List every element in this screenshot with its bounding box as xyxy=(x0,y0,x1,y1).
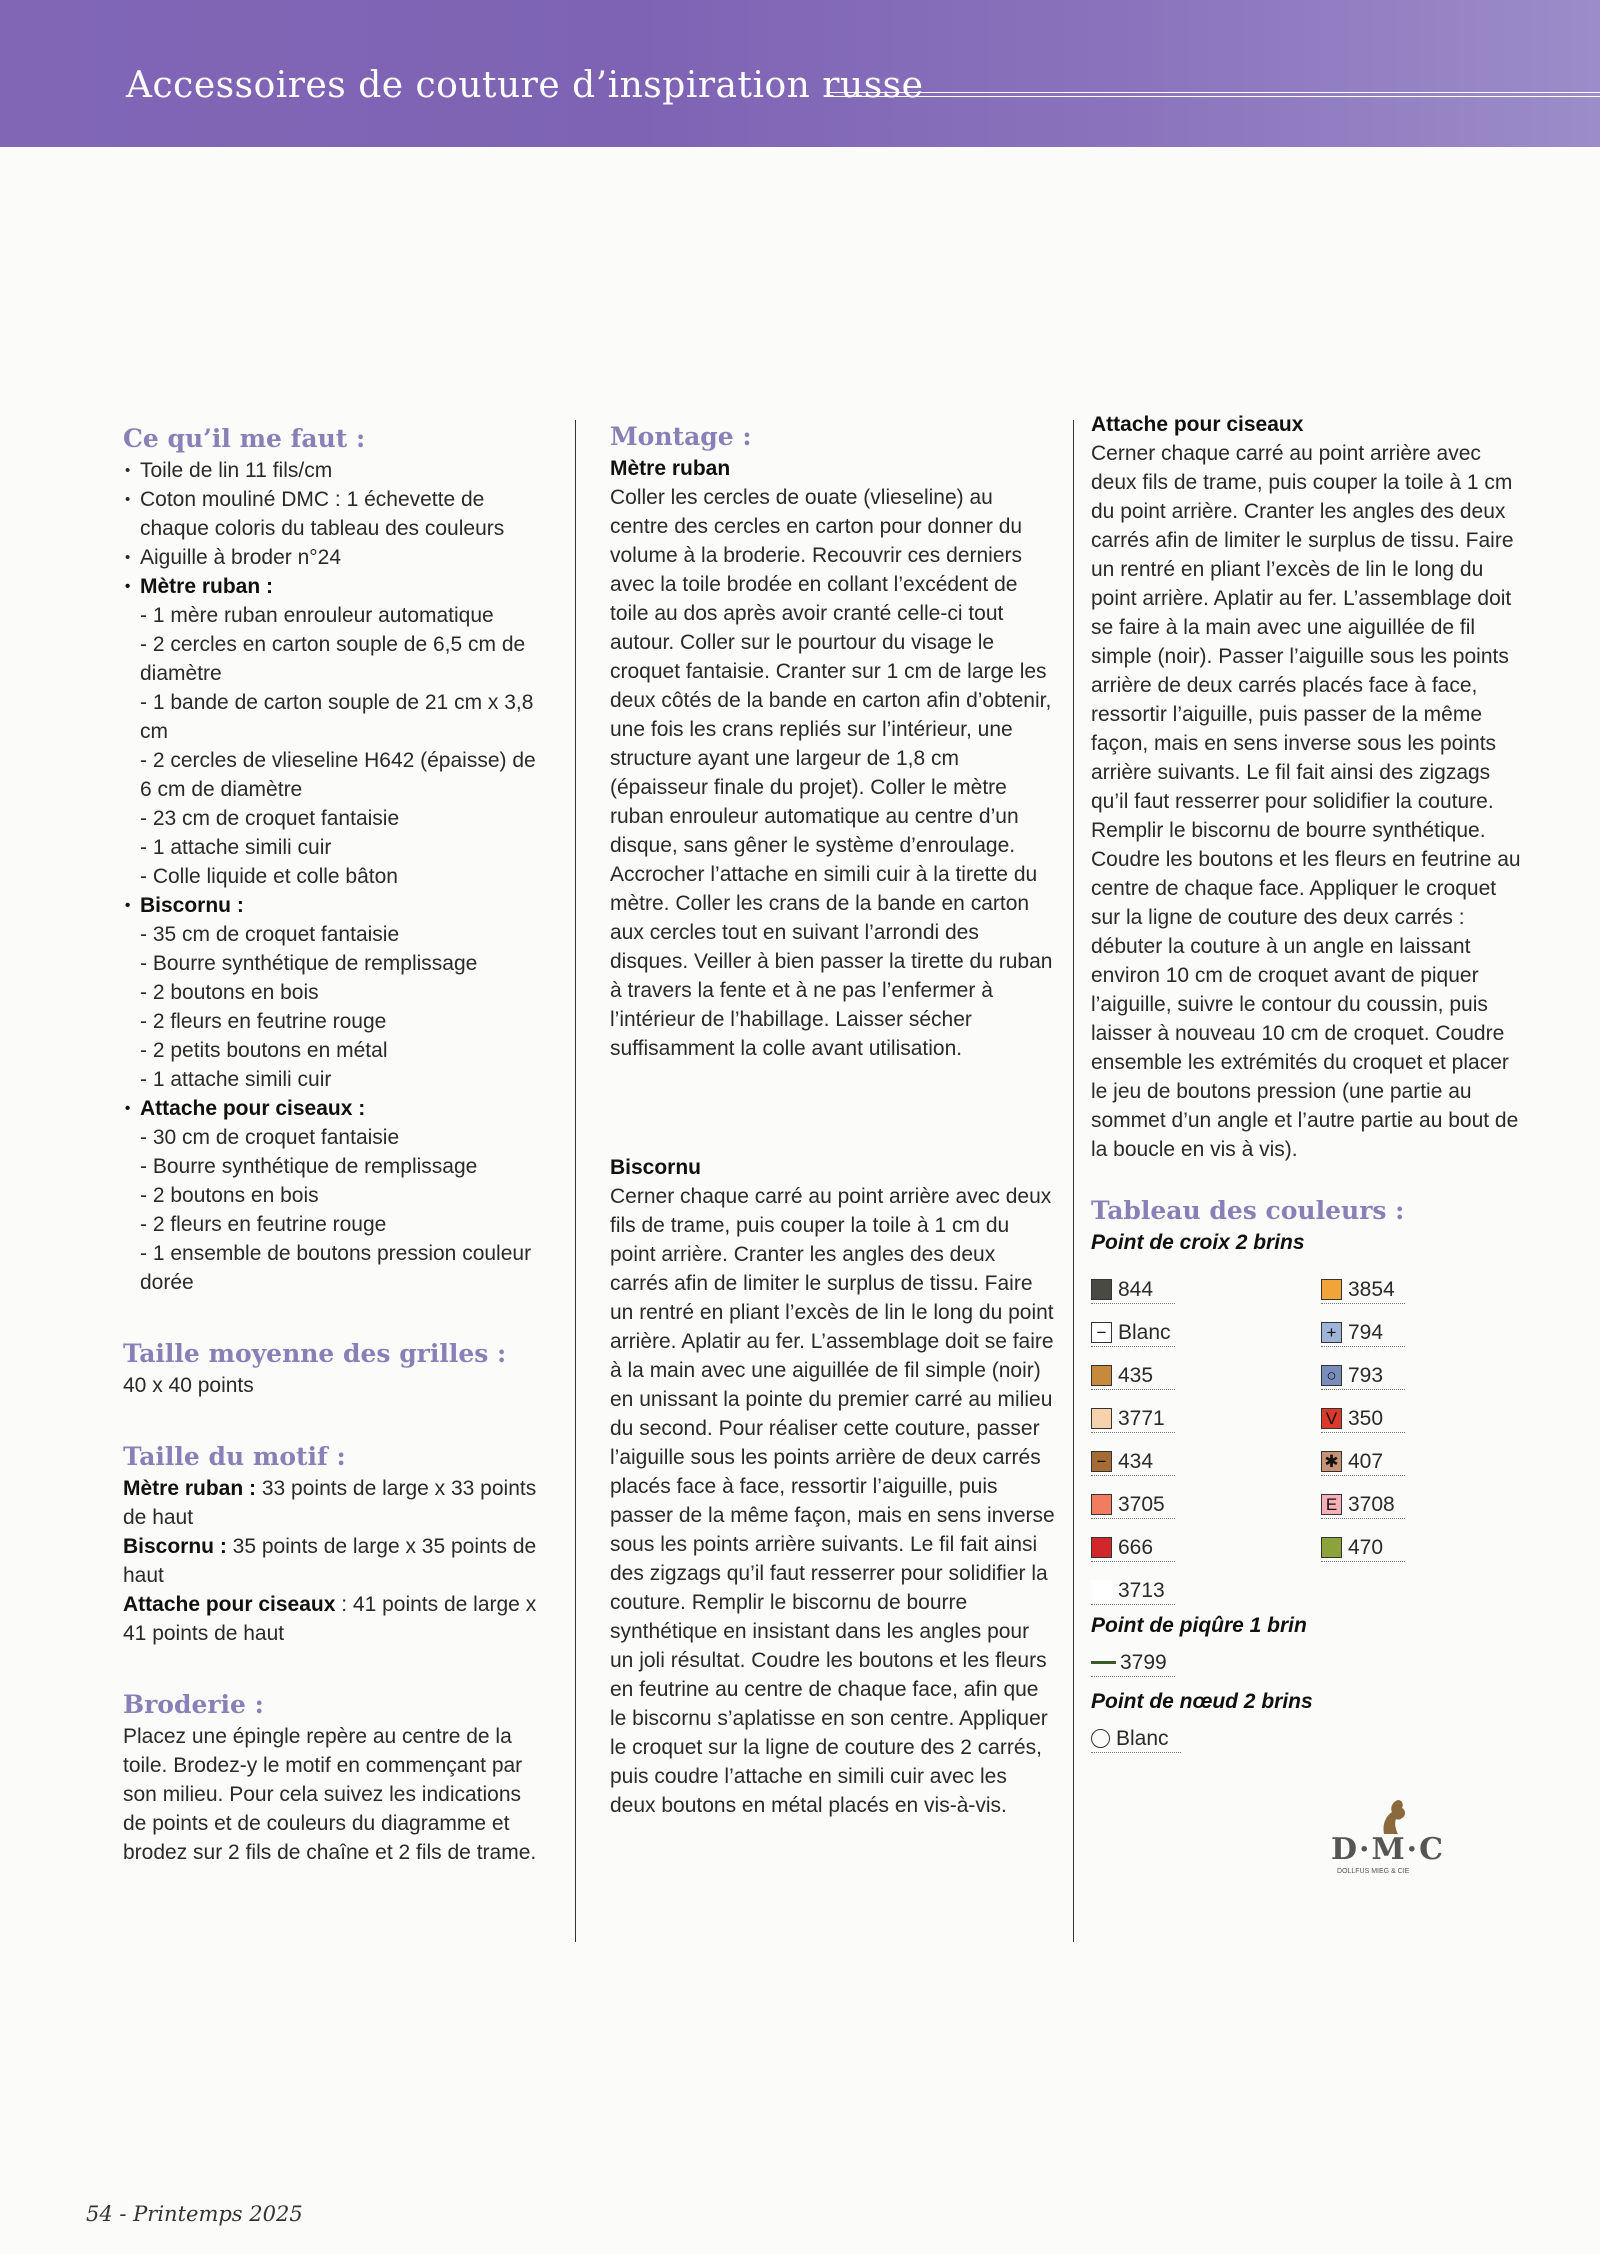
knot-circle-icon xyxy=(1091,1729,1110,1748)
swatch-square xyxy=(1091,1580,1112,1601)
column-montage xyxy=(610,420,1056,1820)
grid-size-value: 40 x 40 points xyxy=(123,1374,254,1397)
page-footer: 54 - Printemps 2025 xyxy=(86,2202,303,2226)
attache-heading: Attache pour ciseaux xyxy=(1091,413,1304,436)
backstitch-swatch: 3799 xyxy=(1091,1648,1175,1677)
list-item: - 1 bande de carton souple de 21 cm x 3,8 cm xyxy=(140,691,534,743)
color-swatch: ✱ 407 xyxy=(1321,1447,1405,1476)
swatch-square xyxy=(1091,1279,1112,1300)
color-table-heading: Tableau des couleurs : xyxy=(1091,1196,1405,1225)
swatch-square xyxy=(1321,1537,1342,1558)
color-swatch: 435 xyxy=(1091,1361,1175,1390)
color-swatch: V 350 xyxy=(1321,1404,1405,1433)
swatch-square xyxy=(1091,1494,1112,1515)
metre-list xyxy=(123,601,543,891)
swatch-square xyxy=(1091,1537,1112,1558)
swatch-square xyxy=(1321,1279,1342,1300)
biscornu-text: Cerner chaque carré au point arrière avec deux fils de trame, puis couper la toile à 1 cm du point arrière. Cranter les angles des deux carrés afin de limiter le surplus de tissu. Faire un rentré en pliant l’excès de lin le long du point arrière. Aplatir au fer. L’assemblage doit se faire à la main avec une aiguillée de fil simple (noir) en unissant la pointe du premier carré au milieu du second. Pour réaliser cette couture, passer l’aiguille sous les points arrière de deux carrés placés face à face, ressortir l’aiguille, puis passer de la même façon, mais en sens inverse sous les points arrière suivants. Le fil fait ainsi des zigzags qu’il faut resserrer pour solidifier la couture. Remplir le biscornu de bourre synthétique en insistant dans les angles pour un joli résultat. Coudre les boutons et les fleurs en feutrine au centre de chaque face, afin que le biscornu s’aplatisse en son centre. Appliquer le croquet sur la ligne de couture des 2 carrés, puis coudre l’attache en simili cuir avec les deux boutons en métal placés en vis-à-vis. xyxy=(610,1185,1055,1817)
cross-stitch-heading: Point de croix 2 brins xyxy=(1091,1231,1305,1254)
line-swatch-icon xyxy=(1091,1661,1116,1664)
color-swatch: 666 xyxy=(1091,1533,1175,1562)
swatch-square: − xyxy=(1091,1322,1112,1343)
list-item: - 2 cercles de vlieseline H642 (épaisse) de 6 cm de diamètre xyxy=(140,749,536,801)
list-item: - 1 ensemble de boutons pression couleur dorée xyxy=(140,1242,532,1294)
swatch-square xyxy=(1091,1365,1112,1386)
list-item: - 2 petits boutons en métal xyxy=(140,1039,388,1062)
motif-size-item: Mètre ruban : 33 points de large x 33 points de haut xyxy=(123,1477,537,1529)
list-item: - 35 cm de croquet fantaisie xyxy=(140,923,400,946)
swatch-square xyxy=(1091,1408,1112,1429)
backstitch-heading: Point de piqûre 1 brin xyxy=(1091,1614,1307,1637)
list-item: - 2 boutons en bois xyxy=(140,1184,319,1207)
attache-text: Cerner chaque carré au point arrière avec deux fils de trame, puis couper la toile à 1 cm du point arrière. Cranter les angles des deux carrés afin de limiter le surplus de tissu. Faire un rentré en pliant l’excès de lin le long du point arrière. Aplatir au fer. L’assemblage doit se faire à la main avec une aiguillée de fil simple (noir). Passer l’aiguille sous les points arrière de deux carrés placés face à face, ressortir l’aiguille, puis passer de la même façon, mais en sens inverse sous les points arrière suivants. Le fil fait ainsi des zigzags qu’il faut resserrer pour solidifier la couture. Remplir le biscornu de bourre synthétique. Coudre les boutons et les fleurs en feutrine au centre de chaque face. Appliquer le croquet sur la ligne de couture des deux carrés : débuter la couture à un angle en laissant environ 10 cm de croquet avant de piquer l’aiguille, suivre le contour du coussin, puis laisser à nouveau 10 cm de croquet. Coudre ensemble les extrémités du croquet et placer le jeu de boutons pression (une partie au sommet d’un angle et l’autre partie au bout de la boucle en vis à vis). xyxy=(1091,442,1521,1161)
list-item: - 1 attache simili cuir xyxy=(140,836,332,859)
swatch-square: E xyxy=(1321,1494,1342,1515)
horse-icon xyxy=(1372,1796,1412,1836)
metre-label: • Mètre ruban : xyxy=(123,572,543,601)
list-item: - 2 fleurs en feutrine rouge xyxy=(140,1010,387,1033)
color-swatch: − Blanc xyxy=(1091,1318,1175,1347)
color-swatch: 844 xyxy=(1091,1275,1175,1304)
color-swatch-grid xyxy=(1091,1275,1531,1605)
color-swatch: 3713 xyxy=(1091,1576,1175,1605)
color-swatch: 3771 xyxy=(1091,1404,1175,1433)
needs-item: • Toile de lin 11 fils/cm xyxy=(123,456,543,485)
motif-size-heading: Taille du motif : xyxy=(123,1442,346,1471)
motif-size-item: Biscornu : 35 points de large x 35 points de haut xyxy=(123,1535,537,1587)
dmc-logo: D·M·C DOLLFUS MIEG & CIE xyxy=(1327,1796,1457,1876)
knot-heading: Point de nœud 2 brins xyxy=(1091,1690,1313,1713)
needs-heading: Ce qu’il me faut : xyxy=(123,424,366,453)
list-item: - 2 cercles en carton souple de 6,5 cm de diamètre xyxy=(140,633,526,685)
biscornu-heading: Biscornu xyxy=(610,1156,702,1179)
color-swatch: 3705 xyxy=(1091,1490,1175,1519)
needs-item: • Aiguille à broder n°24 xyxy=(123,543,543,572)
color-swatch: E 3708 xyxy=(1321,1490,1405,1519)
color-swatch: − 434 xyxy=(1091,1447,1175,1476)
swatch-square: V xyxy=(1321,1408,1342,1429)
ciseaux-list xyxy=(123,1123,543,1297)
list-item: - Bourre synthétique de remplissage xyxy=(140,1155,478,1178)
montage-heading: Montage : xyxy=(610,422,752,451)
color-swatch: ○ 793 xyxy=(1321,1361,1405,1390)
grid-size-heading: Taille moyenne des grilles : xyxy=(123,1339,507,1368)
biscornu-list xyxy=(123,920,543,1094)
swatch-square: ✱ xyxy=(1321,1451,1342,1472)
needs-item: • Coton mouliné DMC : 1 échevette de chaque coloris du tableau des couleurs xyxy=(123,485,543,543)
color-swatch: + 794 xyxy=(1321,1318,1405,1347)
list-item: - Bourre synthétique de remplissage xyxy=(140,952,478,975)
list-item: - 30 cm de croquet fantaisie xyxy=(140,1126,400,1149)
column-divider xyxy=(575,420,576,1942)
swatch-square: ○ xyxy=(1321,1365,1342,1386)
broderie-text: Placez une épingle repère au centre de la toile. Brodez-y le motif en commençant par son milieu. Pour cela suivez les indications de points et de couleurs du diagramme et brodez sur 2 fils de chaîne et 2 fils de trame. xyxy=(123,1725,537,1864)
list-item: - Colle liquide et colle bâton xyxy=(140,865,398,888)
ciseaux-label: • Attache pour ciseaux : xyxy=(123,1094,543,1123)
list-item: - 2 boutons en bois xyxy=(140,981,319,1004)
page-title: Accessoires de couture d’inspiration russe xyxy=(126,65,924,106)
column-divider xyxy=(1073,420,1074,1942)
title-rule xyxy=(830,92,1600,97)
column-attache xyxy=(1091,410,1531,1753)
color-swatch: 3854 xyxy=(1321,1275,1405,1304)
metre-heading: Mètre ruban xyxy=(610,457,731,480)
color-swatch: 470 xyxy=(1321,1533,1405,1562)
swatch-square: − xyxy=(1091,1451,1112,1472)
metre-text: Coller les cercles de ouate (vlieseline) au centre des cercles en carton pour donner du volume à la broderie. Recouvrir ces derniers avec la toile brodée en collant l’excédent de toile au dos après avoir cranté celle-ci tout autour. Coller sur le pourtour du visage le croquet fantaisie. Cranter sur 1 cm de large les deux côtés de la bande en carton afin d’obtenir, une fois les crans repliés sur l’intérieur, une structure ayant une largeur de 1,8 cm (épaisseur finale du projet). Coller le mètre ruban enrouleur automatique au centre d’un disque, sans gêner le système d’enroulage. Accrocher l’attache en simili cuir à la tirette du mètre. Coller les crans de la bande en carton aux cercles tout en suivant l’arrondi des disques. Veiller à bien passer la tirette du ruban à travers la fente et à ne pas l’enfermer à l’intérieur de l’habillage. Laisser sécher suffisamment la colle avant utilisation. xyxy=(610,486,1053,1060)
knot-swatch: Blanc xyxy=(1091,1724,1181,1753)
list-item: - 1 attache simili cuir xyxy=(140,1068,332,1091)
list-item: - 2 fleurs en feutrine rouge xyxy=(140,1213,387,1236)
swatch-square: + xyxy=(1321,1322,1342,1343)
motif-size-item: Attache pour ciseaux : 41 points de large x 41 points de haut xyxy=(123,1593,537,1645)
header-banner xyxy=(0,0,1600,147)
list-item: - 1 mère ruban enrouleur automatique xyxy=(140,604,494,627)
broderie-heading: Broderie : xyxy=(123,1690,264,1719)
biscornu-label: • Biscornu : xyxy=(123,891,543,920)
column-materials xyxy=(123,422,543,1867)
list-item: - 23 cm de croquet fantaisie xyxy=(140,807,400,830)
